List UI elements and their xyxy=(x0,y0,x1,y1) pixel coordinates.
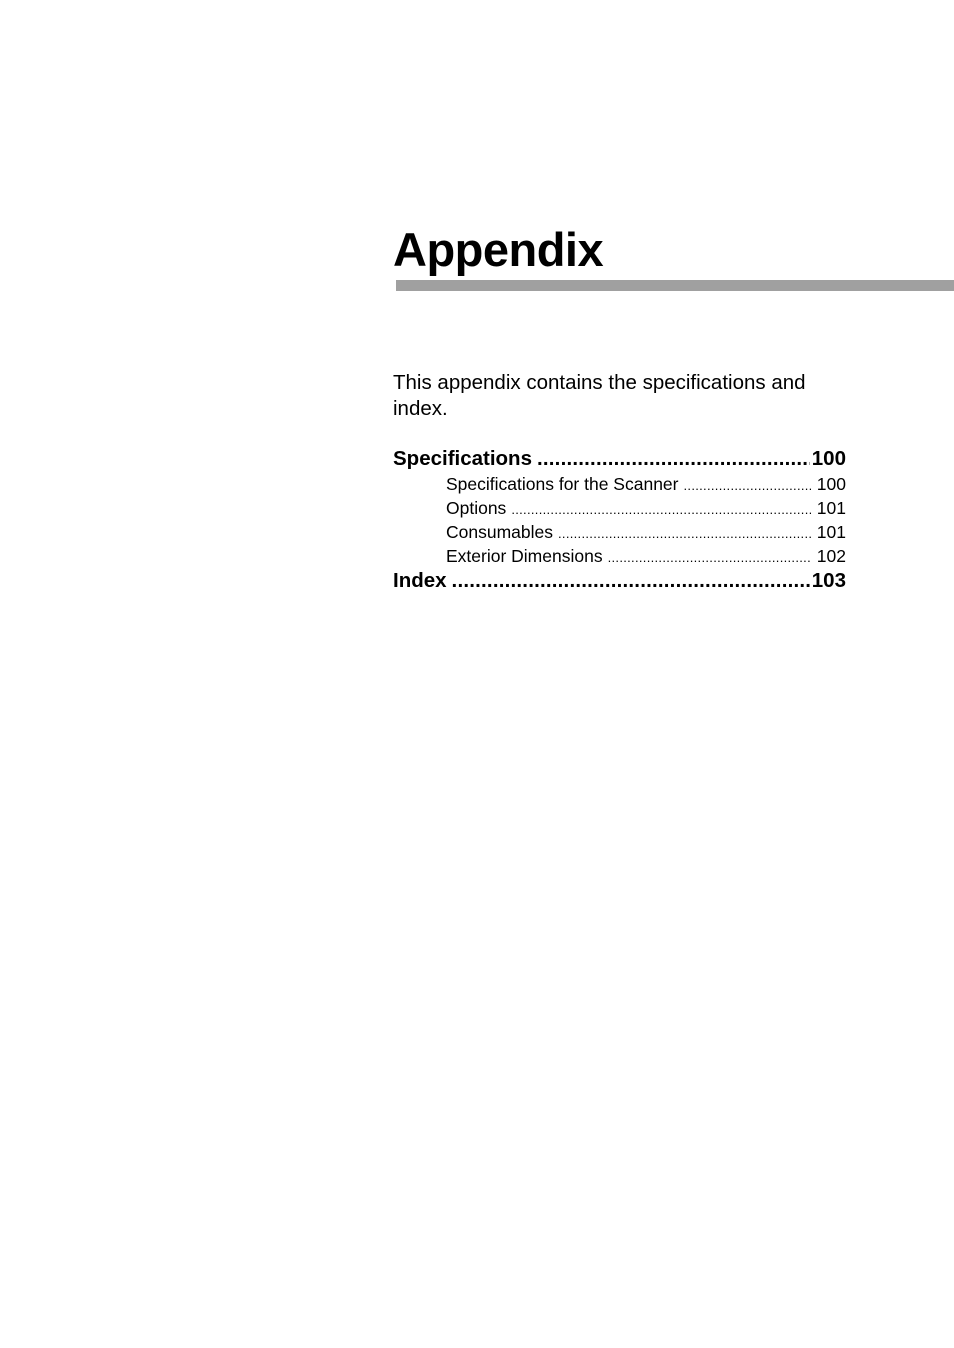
toc-entry-page-number: 100 xyxy=(811,447,846,470)
dot-leader xyxy=(684,474,811,496)
toc-entry-page-number: 102 xyxy=(816,546,846,566)
toc-entry-label: Options xyxy=(446,498,507,518)
toc-entry-page-number: 101 xyxy=(816,498,846,518)
toc-entry-label: Index xyxy=(393,569,447,592)
dot-leader xyxy=(452,568,810,594)
toc-entry-consumables[interactable] xyxy=(393,520,846,544)
toc-entry-label: Specifications for the Scanner xyxy=(446,474,679,494)
table-of-contents xyxy=(393,446,846,594)
dot-leader xyxy=(537,446,810,472)
toc-entry-exterior-dimensions[interactable] xyxy=(393,544,846,568)
intro-paragraph: This appendix contains the specifications and index. xyxy=(393,371,806,420)
title-rule xyxy=(396,280,954,291)
toc-entry-page-number: 100 xyxy=(816,474,846,494)
toc-entry-specifications-for-the-scanner[interactable] xyxy=(393,472,846,496)
dot-leader xyxy=(558,522,811,544)
toc-entry-label: Exterior Dimensions xyxy=(446,546,603,566)
toc-entry-options[interactable] xyxy=(393,496,846,520)
toc-entry-page-number: 103 xyxy=(811,569,846,592)
toc-entry-page-number: 101 xyxy=(816,522,846,542)
toc-entry-specifications[interactable] xyxy=(393,446,846,472)
dot-leader xyxy=(608,546,811,568)
toc-entry-label: Consumables xyxy=(446,522,553,542)
chapter-title: Appendix xyxy=(393,223,604,276)
toc-entry-index[interactable] xyxy=(393,568,846,594)
toc-entry-label: Specifications xyxy=(393,447,532,470)
dot-leader xyxy=(511,498,810,520)
